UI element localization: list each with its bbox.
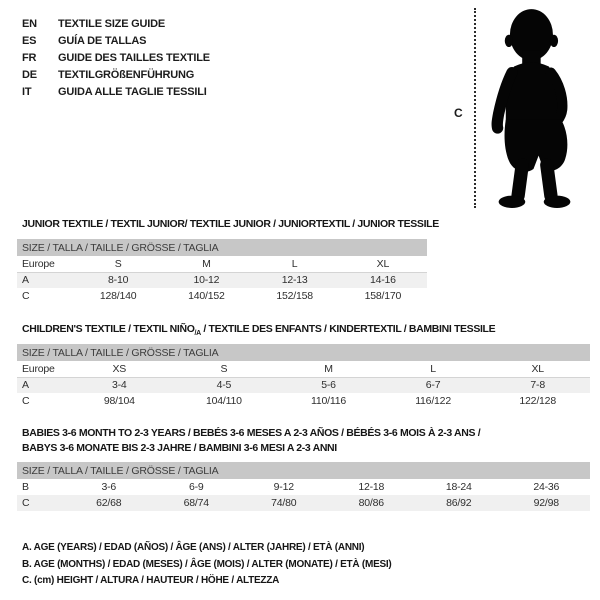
column-header: M [276, 361, 381, 377]
cell: 92/98 [503, 495, 591, 511]
cell: 24-36 [533, 481, 560, 493]
cell: 122/128 [519, 395, 556, 407]
cell: 5-6 [276, 377, 381, 393]
row-label: C [22, 395, 30, 407]
cell: 74/80 [240, 495, 328, 511]
size-header-label: SIZE / TALLA / TAILLE / GRÖSSE / TAGLIA [17, 344, 590, 361]
column-header: L [251, 256, 339, 272]
region-label: Europe [17, 361, 67, 377]
footnote-height: C. (cm) HEIGHT / ALTURA / HAUTEUR / HÖHE / ALTEZZA [22, 575, 280, 586]
cell: 18-24 [445, 481, 472, 493]
babies-size-table [17, 462, 590, 511]
junior-section-title: JUNIOR TEXTILE / TEXTIL JUNIOR/ TEXTILE JUNIOR / JUNIORTEXTIL / JUNIOR TESSILE [22, 218, 439, 230]
cell: 12-18 [358, 481, 385, 493]
column-header: XL [485, 361, 590, 377]
cell: 6-7 [381, 377, 486, 393]
size-header-row [17, 462, 590, 479]
size-header-row [17, 239, 427, 256]
language-title: TEXTILGRÖßENFÜHRUNG [58, 69, 195, 81]
row-label: B [22, 481, 29, 493]
language-title: GUIDE DES TAILLES TEXTILE [58, 52, 210, 64]
cell: 80/86 [328, 495, 416, 511]
table-row-age [17, 272, 427, 288]
row-label: C [17, 495, 65, 511]
column-header-row [17, 256, 427, 272]
children-size-table [17, 344, 590, 409]
language-code: FR [22, 52, 37, 64]
region-label: Europe [17, 256, 74, 272]
column-header: XS [67, 361, 172, 377]
cell: 104/110 [206, 395, 242, 407]
babies-title-line2: BABYS 3-6 MONATE BIS 2-3 JAHRE / BAMBINI 3-6 MESI A 2-3 ANNI [22, 442, 337, 454]
language-row-es [22, 33, 210, 50]
column-header: L [381, 361, 486, 377]
cell: 110/116 [310, 395, 346, 407]
junior-size-table [17, 239, 427, 304]
cell: 158/170 [364, 290, 402, 302]
children-title-text: / TEXTILE DES ENFANTS / KINDERTEXTIL / BAMBINI TESSILE [200, 323, 496, 335]
legend-footnotes [22, 540, 392, 590]
language-code: IT [22, 86, 32, 98]
children-section-title [22, 322, 495, 341]
footnote-age-years: A. AGE (YEARS) / EDAD (AÑOS) / ÂGE (ANS) / ALTER (JAHRE) / ETÀ (ANNI) [22, 542, 365, 553]
column-header-row [17, 361, 590, 377]
cell: 3-6 [101, 481, 117, 493]
cell: 6-9 [188, 481, 204, 493]
table-row-height [17, 288, 427, 304]
cell: 3-4 [67, 377, 172, 393]
children-title-subscript: /A [194, 330, 201, 338]
language-code: ES [22, 35, 37, 47]
cell: 140/152 [188, 290, 225, 302]
cell: 8-10 [74, 272, 162, 288]
row-label: A [17, 272, 74, 288]
language-title: TEXTILE SIZE GUIDE [58, 18, 166, 30]
language-guide-list [22, 16, 210, 101]
cell: 9-12 [273, 481, 294, 493]
language-row-en [22, 16, 210, 33]
language-title: GUIDA ALLE TAGLIE TESSILI [58, 86, 207, 98]
row-label: A [17, 377, 67, 393]
cell: 86/92 [415, 495, 503, 511]
language-code: DE [22, 69, 37, 81]
cell: 98/104 [103, 395, 135, 407]
height-measure-label: C [454, 106, 463, 120]
size-header-row [17, 344, 590, 361]
cell: 128/140 [99, 290, 137, 302]
size-header-label: SIZE / TALLA / TAILLE / GRÖSSE / TAGLIA [17, 239, 427, 256]
cell: 14-16 [339, 272, 427, 288]
footnote-age-months: B. AGE (MONTHS) / EDAD (MESES) / ÂGE (MOIS) / ALTER (MONATE) / ETÀ (MESI) [22, 558, 392, 570]
row-label: C [22, 290, 30, 302]
language-title: GUÍA DE TALLAS [58, 35, 147, 47]
baby-silhouette-icon [482, 5, 587, 210]
cell: 7-8 [485, 377, 590, 393]
column-header: M [162, 256, 250, 272]
babies-section-title [22, 426, 480, 456]
table-row-height [17, 393, 590, 409]
language-row-de [22, 67, 210, 84]
column-header: XL [339, 256, 427, 272]
cell: 152/158 [276, 290, 313, 302]
cell: 10-12 [162, 272, 250, 288]
language-row-it [22, 84, 210, 101]
cell: 12-13 [251, 272, 339, 288]
table-row-months [17, 479, 590, 495]
size-header-label: SIZE / TALLA / TAILLE / GRÖSSE / TAGLIA [17, 462, 590, 479]
height-measure-figure [440, 0, 600, 215]
language-row-fr [22, 50, 210, 67]
table-row-age [17, 377, 590, 393]
table-row-height [17, 495, 590, 511]
cell: 68/74 [153, 495, 241, 511]
cell: 4-5 [172, 377, 277, 393]
cell: 62/68 [65, 495, 153, 511]
column-header: S [74, 256, 162, 272]
cell: 116/122 [415, 395, 451, 407]
language-code: EN [22, 18, 37, 30]
children-title-text: CHILDREN'S TEXTILE / TEXTIL NIÑO [22, 323, 195, 335]
babies-title-line1: BABIES 3-6 MONTH TO 2-3 YEARS / BEBÉS 3-6 MESES A 2-3 AÑOS / BÉBÉS 3-6 MOIS À 2-3 ANS / [22, 427, 481, 439]
column-header: S [172, 361, 277, 377]
height-dotted-line [474, 8, 476, 208]
